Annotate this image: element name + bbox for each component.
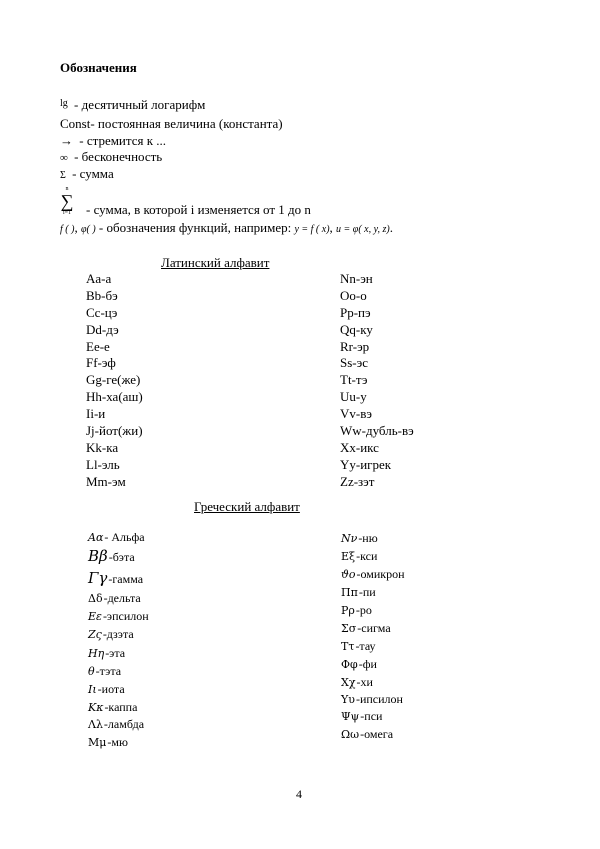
greek-letter	[88, 569, 143, 587]
notation-sum	[60, 166, 114, 182]
greek-letter	[88, 609, 149, 624]
infinity-symbol: ∞	[60, 152, 68, 164]
latin-letter: Vv-вэ	[340, 406, 372, 422]
sum-text: - сумма	[68, 166, 114, 181]
greek-glyph: Hη	[88, 647, 105, 660]
latin-heading: Латинский алфавит	[161, 255, 270, 270]
lg-symbol: lg	[60, 98, 68, 109]
greek-name: -дзэта	[102, 627, 134, 641]
latin-letter: Pp-пэ	[340, 304, 371, 320]
greek-name: -ипсилон	[355, 692, 403, 706]
latin-letter: Ss-эс	[340, 355, 368, 371]
greek-glyph: Λλ	[88, 718, 103, 731]
latin-letter: Ii-и	[86, 406, 106, 422]
indexed-sum-symbol	[60, 186, 74, 216]
fn-example-1: y = f ( x)	[294, 224, 330, 235]
fn-phi: φ( )	[80, 224, 96, 235]
latin-letter: Kk-ка	[86, 439, 119, 455]
greek-glyph: Ππ	[341, 586, 358, 599]
latin-right-column	[340, 271, 414, 491]
greek-glyph: Yυ	[341, 693, 355, 706]
greek-name: -омега	[360, 727, 394, 741]
greek-glyph: Eξ	[341, 550, 356, 563]
greek-name: -пси	[360, 709, 383, 723]
greek-letter	[88, 547, 135, 565]
greek-glyph: Δδ	[88, 592, 103, 605]
latin-letter: Hh-ха(аш)	[86, 389, 143, 405]
greek-glyph: Xχ	[341, 676, 356, 689]
greek-glyph: Kκ	[88, 701, 104, 714]
sum-symbol: Σ	[60, 170, 66, 181]
greek-letter	[341, 567, 405, 582]
latin-letter: Zz-зэт	[340, 473, 375, 489]
sum-lower-limit: i=1	[62, 210, 72, 216]
greek-name: -ламбда	[103, 717, 145, 731]
notation-lg	[60, 97, 205, 113]
greek-name: -ню	[358, 531, 378, 545]
latin-letter: Uu-у	[340, 389, 367, 405]
greek-name: -дельта	[103, 591, 141, 605]
greek-glyph: Bβ	[88, 547, 108, 565]
greek-letter	[341, 675, 373, 690]
sum-sigma-icon: ∑	[60, 191, 74, 211]
lg-text: - десятичный логарифм	[70, 97, 206, 112]
latin-letter: Rr-эр	[340, 338, 370, 354]
greek-glyph: Σσ	[341, 622, 357, 635]
greek-glyph: Eε	[88, 610, 102, 623]
greek-letter	[88, 700, 137, 715]
latin-letter: Oo-о	[340, 287, 367, 303]
greek-name: -пи	[358, 585, 376, 599]
greek-letter	[341, 585, 376, 600]
notation-const: Const- постоянная величина (константа)	[60, 116, 283, 131]
greek-name: -эпсилон	[102, 609, 149, 623]
latin-letter: Ff-эф	[86, 355, 116, 371]
greek-name: -бэта	[108, 550, 135, 564]
greek-name: -сигма	[357, 621, 391, 635]
greek-letter	[341, 531, 378, 546]
latin-letter: Ww-дубль-вэ	[340, 423, 414, 439]
latin-letter: Cc-цэ	[86, 304, 118, 320]
greek-glyph: Nν	[341, 532, 358, 545]
fn-end: .	[389, 220, 393, 235]
greek-glyph: Zς	[88, 628, 102, 641]
notation-infinity	[60, 149, 162, 165]
indexed-sum-text: - сумма, в которой i изменяется от 1 до n	[86, 202, 311, 217]
greek-glyph: Pρ	[341, 604, 355, 617]
greek-name: -хи	[356, 675, 373, 689]
greek-name: -иота	[97, 682, 125, 696]
greek-letter	[341, 657, 377, 672]
greek-letter	[88, 717, 144, 732]
greek-letter	[88, 530, 145, 545]
greek-name: -фи	[358, 657, 377, 671]
fn-f: f ( )	[60, 224, 75, 235]
greek-letter	[341, 603, 372, 618]
page-number: 4	[296, 787, 302, 801]
greek-name: -каппа	[104, 700, 138, 714]
fn-example-separator: ,	[329, 220, 333, 235]
notation-functions	[60, 220, 393, 236]
greek-glyph: Γγ	[88, 569, 108, 587]
greek-heading: Греческий алфавит	[194, 499, 300, 514]
greek-letter	[341, 621, 391, 636]
greek-letter	[88, 591, 141, 606]
latin-letter: Bb-бэ	[86, 287, 118, 303]
latin-left-column	[86, 271, 143, 491]
greek-glyph: Φφ	[341, 658, 358, 671]
latin-letter: Xx-икс	[340, 439, 379, 455]
greek-name: -кси	[356, 549, 378, 563]
arrow-text: - стремится к ...	[76, 133, 167, 148]
greek-letter	[88, 664, 121, 679]
latin-letter: Gg-ге(же)	[86, 372, 141, 388]
greek-glyph: Tτ	[341, 640, 355, 653]
greek-letter	[88, 735, 128, 750]
greek-glyph: Ψψ	[341, 710, 360, 723]
infinity-text: - бесконечность	[70, 149, 163, 164]
greek-name: - Альфа	[104, 530, 145, 544]
notation-arrow	[60, 133, 166, 149]
latin-letter: Nn-эн	[340, 271, 373, 286]
arrow-symbol: →	[60, 133, 73, 148]
latin-letter: Mm-эм	[86, 473, 126, 489]
greek-name: -эта	[105, 646, 126, 660]
latin-letter: Dd-дэ	[86, 321, 119, 337]
fn-separator: ,	[74, 220, 78, 235]
latin-letter: Jj-йот(жи)	[86, 423, 143, 439]
latin-letter: Ee-е	[86, 338, 110, 354]
latin-letter: Qq-ку	[340, 321, 373, 337]
greek-letter	[88, 627, 134, 642]
greek-letter	[341, 692, 403, 707]
greek-letter	[88, 682, 125, 697]
greek-glyph: Iι	[88, 683, 97, 696]
greek-letter	[341, 639, 376, 654]
latin-letter: Aa-а	[86, 271, 112, 286]
greek-glyph: Ωω	[341, 728, 360, 741]
fn-example-2: u = φ( x, y, z)	[336, 224, 390, 235]
greek-letter	[341, 727, 393, 742]
latin-letter: Yy-игрек	[340, 456, 392, 472]
greek-glyph: Aα	[88, 531, 104, 544]
fn-text: - обозначения функций, например:	[95, 220, 295, 235]
page-title: Обозначения	[60, 60, 137, 75]
greek-name: -мю	[107, 735, 128, 749]
sum-upper-limit: n	[65, 186, 69, 192]
greek-glyph: ϑο	[341, 568, 356, 581]
greek-letter	[341, 549, 377, 564]
greek-name: -омикрон	[356, 567, 405, 581]
greek-name: -тау	[355, 639, 376, 653]
latin-letter: Ll-эль	[86, 456, 120, 472]
greek-name: -тэта	[95, 664, 122, 678]
greek-glyph: Mμ	[88, 736, 107, 749]
greek-glyph: θ	[88, 665, 95, 678]
greek-letter	[88, 646, 125, 661]
greek-name: -ро	[355, 603, 372, 617]
greek-letter	[341, 709, 382, 724]
latin-letter: Tt-тэ	[340, 372, 368, 388]
greek-name: -гамма	[108, 572, 144, 586]
